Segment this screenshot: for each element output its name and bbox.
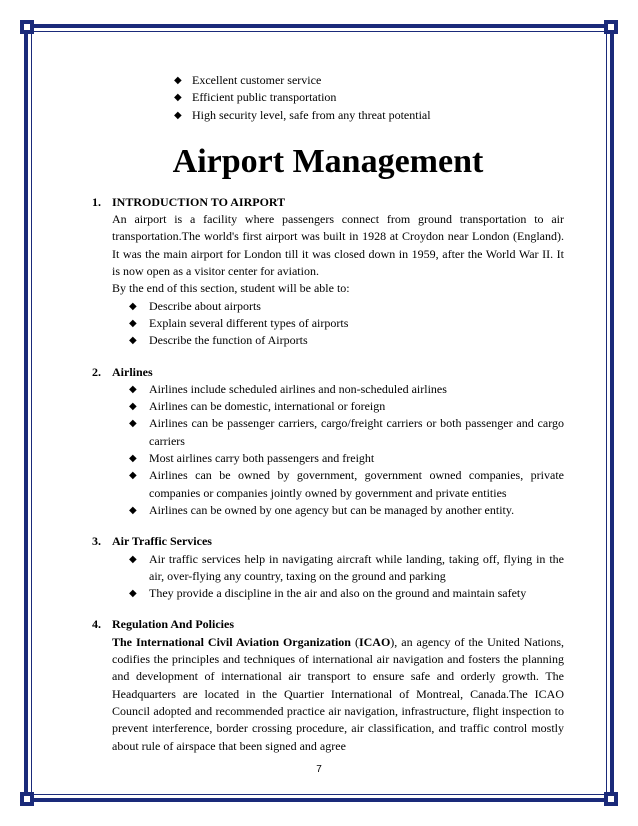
diamond-bullet-icon: ◆ xyxy=(129,317,137,329)
list-item: ◆ Efficient public transportation xyxy=(174,89,564,106)
diamond-bullet-icon: ◆ xyxy=(174,109,182,121)
air-traffic-list xyxy=(92,551,564,603)
org-abbreviation: ICAO xyxy=(358,634,391,649)
airlines-list xyxy=(92,381,564,519)
section-heading: 1. INTRODUCTION TO AIRPORT xyxy=(92,194,286,209)
corner-ornament-bottom-left xyxy=(20,792,34,806)
list-item: ◆ Airlines can be domestic, international or foreign xyxy=(149,398,564,415)
diamond-bullet-icon: ◆ xyxy=(129,335,137,347)
list-item: ◆ Airlines can be owned by one agency but can be managed by another entity. xyxy=(149,502,564,519)
diamond-bullet-icon: ◆ xyxy=(129,553,137,565)
list-item: ◆ Air traffic services help in navigating aircraft while landing, taking off, flying in the air, over-flying any country, taxing on the ground and parking xyxy=(129,551,564,583)
section-air-traffic-services xyxy=(92,533,564,602)
objectives-list xyxy=(92,298,564,350)
diamond-bullet-icon: ◆ xyxy=(129,470,137,482)
list-item: ◆ They provide a discipline in the air and also on the ground and maintain safety xyxy=(149,585,564,602)
page-title: Airport Management xyxy=(172,142,484,180)
diamond-bullet-icon: ◆ xyxy=(129,588,137,600)
section-heading: 3. Air Traffic Services xyxy=(92,534,212,549)
diamond-bullet-icon: ◆ xyxy=(129,383,137,395)
diamond-bullet-icon: ◆ xyxy=(129,401,137,413)
diamond-bullet-icon: ◆ xyxy=(174,92,182,104)
list-item: ◆ Explain several different types of airports xyxy=(149,315,564,332)
section-lead: By the end of this section, student will be able to: xyxy=(112,281,350,296)
list-item: ◆ Describe the function of Airports xyxy=(149,332,564,349)
diamond-bullet-icon: ◆ xyxy=(129,418,137,430)
list-item: ◆ Describe about airports xyxy=(149,298,564,315)
list-item: ◆ Airlines include scheduled airlines and non-scheduled airlines xyxy=(149,381,564,398)
section-paragraph: An airport is a facility where passengers connect from ground transportation to air transportation.The world's first airport was built in 1928 at Croydon near London (England). It was the main airport for London till it was closed down in 1959, after the World War II. It is now open as a visitor center for aviation. xyxy=(112,212,564,279)
intro-bullet-list xyxy=(174,72,564,124)
diamond-bullet-icon: ◆ xyxy=(129,504,137,516)
list-item: ◆ Most airlines carry both passengers and freight xyxy=(149,450,564,467)
list-item: ◆ Airlines can be owned by government, government owned companies, private companies or companies jointly owned by government and private entities xyxy=(129,468,564,500)
section-heading: 4. Regulation And Policies xyxy=(92,617,235,632)
corner-ornament-top-right xyxy=(604,20,618,34)
diamond-bullet-icon: ◆ xyxy=(174,75,182,86)
org-name: The International Civil Aviation Organization xyxy=(112,634,351,649)
page-content xyxy=(92,72,564,769)
section-regulation xyxy=(92,616,564,754)
list-item: ◆ Airlines can be passenger carriers, cargo/freight carriers or both passenger and cargo carriers xyxy=(129,416,564,448)
diamond-bullet-icon: ◆ xyxy=(129,453,137,465)
corner-ornament-bottom-right xyxy=(604,792,618,806)
section-airlines xyxy=(92,364,564,520)
page-number: 7 xyxy=(316,764,322,775)
section-paragraph: The International Civil Aviation Organization (ICAO), an agency of the United Nations, codifies the principles and techniques of international air navigation and fosters the planning and development of international air transport to ensure safe and orderly growth. The Headquarters are located in the Quartier International of Montreal, Canada.The ICAO Council adopted and recommended practice air navigation, infrastructure, flight inspection to prevent interference, border crossing procedure, air classification, and traffic control mostly about rule of airspace that been signed and agree xyxy=(112,634,565,753)
diamond-bullet-icon: ◆ xyxy=(129,300,137,312)
list-item: ◆ High security level, safe from any threat potential xyxy=(174,107,564,124)
section-heading: 2. Airlines xyxy=(92,364,153,379)
list-item: ◆ Excellent customer service xyxy=(174,72,564,89)
corner-ornament-top-left xyxy=(20,20,34,34)
section-introduction xyxy=(92,194,564,350)
